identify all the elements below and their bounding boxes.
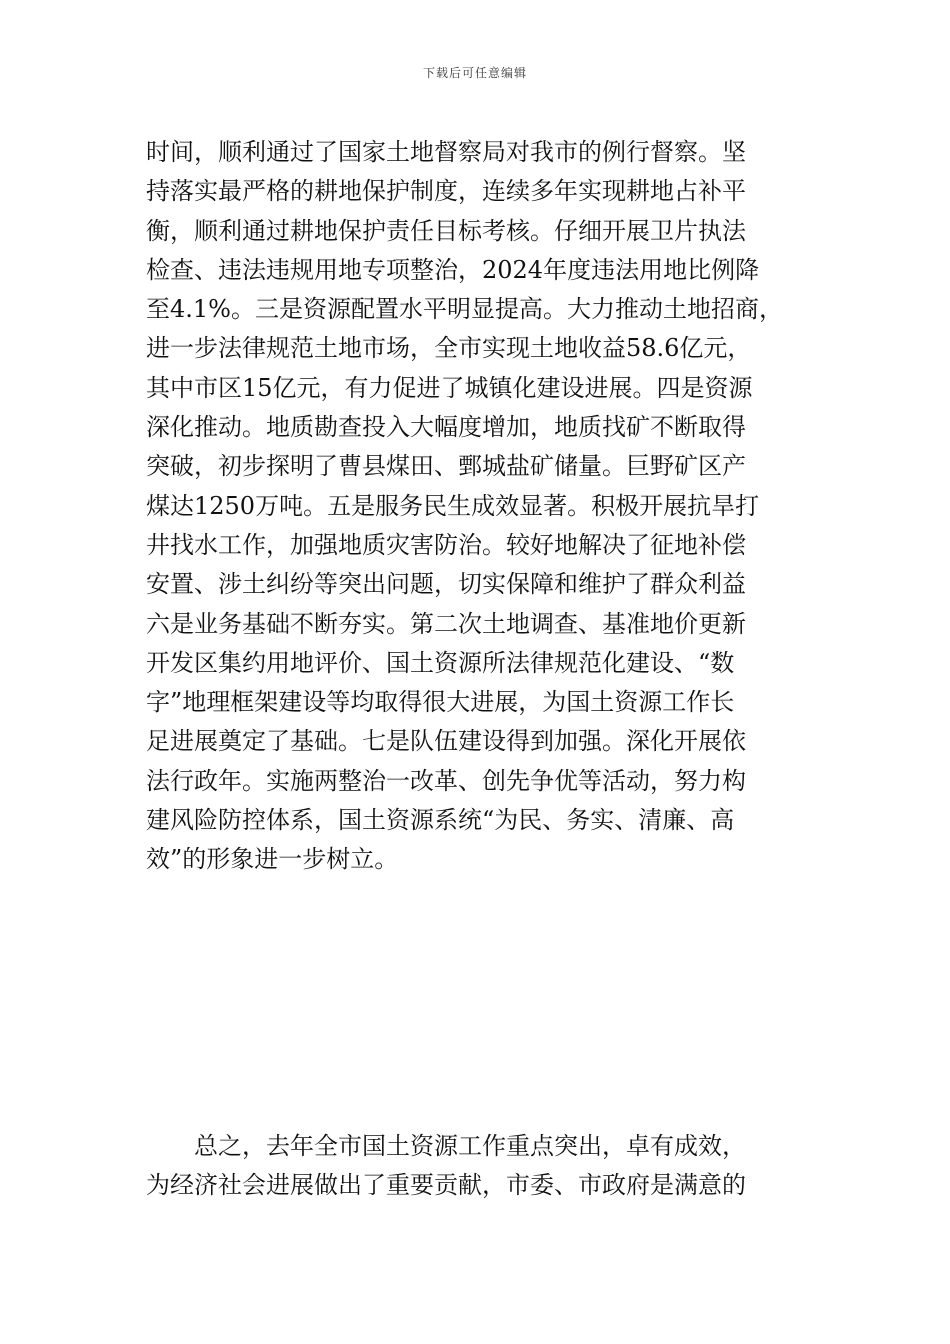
text-line: 突破，初步探明了曹县煤田、鄄城盐矿储量。巨野矿区产 — [146, 452, 746, 481]
text-line: 深化推动。地质勘查投入大幅度增加，地质找矿不断取得 — [146, 413, 746, 442]
text-line: 时间，顺利通过了国家土地督察局对我市的例行督察。坚 — [146, 138, 746, 166]
text-line: 总之，去年全市国土资源工作重点突出，卓有成效， — [146, 1132, 746, 1160]
text-line: 安置、涉土纠纷等突出问题，切实保障和维护了群众利益 — [146, 570, 746, 599]
text-line: 足进展奠定了基础。七是队伍建设得到加强。深化开展依 — [146, 727, 746, 756]
paragraph-1 — [146, 133, 816, 880]
text-line: 效”的形象进一步树立。 — [146, 845, 399, 874]
text-line: 六是业务基础不断夯实。第二次土地调查、基准地价更新 — [146, 609, 746, 638]
text-line: 建风险防控体系，国土资源系统“为民、务实、清廉、高 — [146, 806, 735, 835]
text-line: 至4.1%。三是资源配置水平明显提高。大力推动土地招商， — [146, 295, 783, 324]
text-line: 井找水工作，加强地质灾害防治。较好地解决了征地补偿 — [146, 530, 746, 559]
text-line: 衡，顺利通过耕地保护责任目标考核。仔细开展卫片执法 — [146, 216, 746, 245]
paragraph-2 — [146, 1127, 816, 1206]
text-line: 检查、违法违规用地专项整治，2024年度违法用地比例降 — [146, 255, 760, 284]
text-line: 法行政年。实施两整治一改革、创先争优等活动，努力构 — [146, 766, 746, 795]
text-line: 煤达1250万吨。五是服务民生成效显著。积极开展抗旱打 — [146, 491, 760, 520]
text-line: 其中市区15亿元，有力促进了城镇化建设进展。四是资源 — [146, 373, 753, 402]
text-line: 字”地理框架建设等均取得很大进展，为国土资源工作长 — [146, 688, 735, 717]
page-header: 下载后可任意编辑 — [422, 66, 527, 80]
text-line: 为经济社会进展做出了重要贡献，市委、市政府是满意的 — [146, 1171, 746, 1200]
text-line: 进一步法律规范土地市场，全市实现土地收益58.6亿元， — [146, 334, 752, 363]
text-line: 开发区集约用地评价、国土资源所法律规范化建设、“数 — [146, 648, 735, 677]
text-line: 持落实最严格的耕地保护制度，连续多年实现耕地占补平 — [146, 177, 746, 206]
